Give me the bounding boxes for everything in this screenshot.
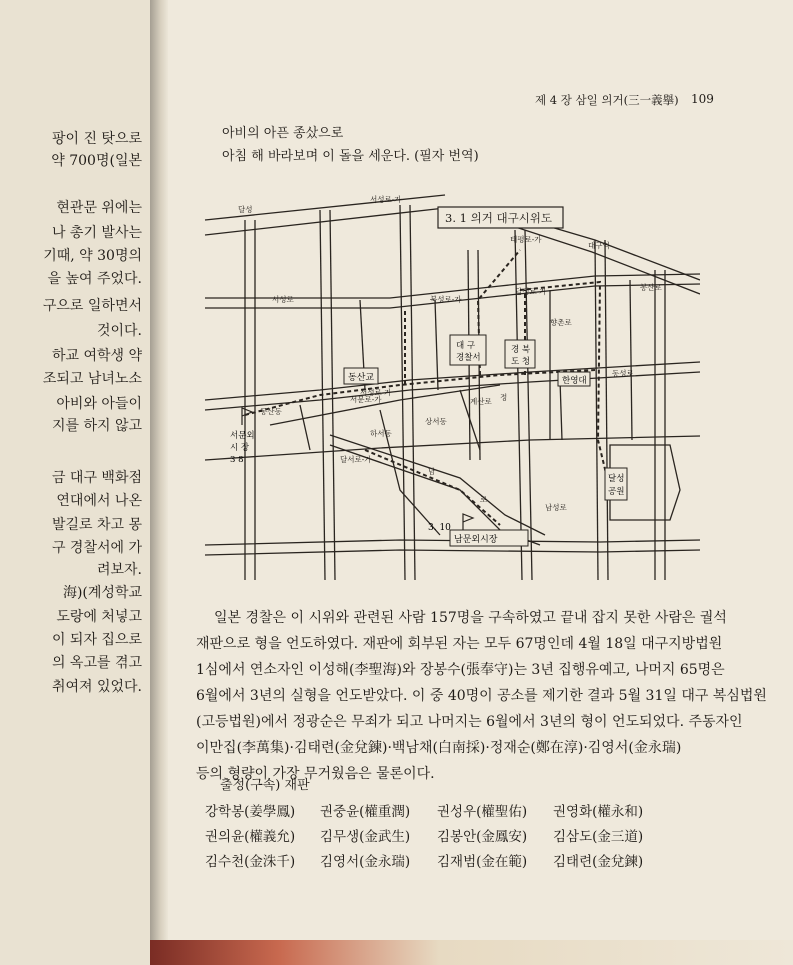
defendant-name: 김영서(金永瑞) <box>320 854 411 870</box>
left-page-line: 의 옥고를 겪고 <box>51 655 142 671</box>
body-line: 등의 형량이 가장 무거웠음은 물론이다. <box>196 766 435 782</box>
left-page-line: 도랑에 처넣고 <box>56 609 142 625</box>
label-hyangchon: 향촌로 <box>550 318 572 327</box>
left-page-line: 이 되자 집으로 <box>51 632 142 648</box>
defendant-name: 김봉안(金鳳安) <box>437 829 528 845</box>
flag-icon <box>242 408 252 425</box>
defendant-name: 김무생(金武生) <box>320 829 411 845</box>
label-gyesan: 계산로 <box>470 397 492 406</box>
label-police-1: 대 구 <box>456 341 476 351</box>
defendant-name: 김수천(金洙千) <box>205 854 296 870</box>
label-provincial-office-1: 경 북 <box>511 345 531 355</box>
label-taepyeong: 태평로-가 <box>510 235 542 244</box>
body-line: 일본 경찰은 이 시위와 관련된 사람 157명을 구속하였고 끝내 잡지 못한 사람은 궐석 <box>214 610 727 626</box>
book-gutter <box>150 0 168 965</box>
body-line: 이만집(李萬集)·김태련(金兌鍊)·백남채(白南採)·정재순(鄭在淳)·김영서(金永瑞) <box>196 740 682 756</box>
label-hanyeongdae: 한영대 <box>562 376 587 386</box>
running-header: 제 4 장 삼일 의거(三一義擧) <box>535 93 679 107</box>
defendant-name: 권중윤(權重潤) <box>320 804 411 820</box>
left-page-line: 약 700명(일본 <box>51 153 142 169</box>
label-nammun-market: 남문외시장 <box>454 535 498 545</box>
poem-line-2: 아침 해 바라보며 이 돌을 세운다. (필자 번역) <box>222 149 479 164</box>
label-haseodong: 하서동 <box>370 429 392 438</box>
list-title: 출정(구속) 재판 <box>220 778 310 793</box>
label-police-2: 경찰서 <box>456 353 481 363</box>
label-dalseo-ro: 달서로-가 <box>340 455 372 464</box>
label-date-310: 3. 10 <box>428 523 451 533</box>
left-page-line: 海)(계성학교 <box>62 585 142 601</box>
label-dongsan-bridge: 동산교 <box>348 373 375 383</box>
defendant-name: 강학봉(姜學鳳) <box>205 804 296 820</box>
defendant-name: 권의윤(權義允) <box>205 829 296 845</box>
label-nam: 남 <box>428 467 436 476</box>
label-bongsan: 봉산로 <box>640 283 662 292</box>
left-page-line: 하교 여학생 약 <box>51 348 142 364</box>
defendant-name: 김재범(金在範) <box>437 854 528 870</box>
left-page-line: 발길로 차고 몽 <box>51 517 142 533</box>
label-bukseong: 북성로-가 <box>430 295 462 304</box>
left-page-line: 취여져 있었다. <box>51 679 142 695</box>
label-namseong: 남성로 <box>545 503 567 512</box>
defendant-name: 권성우(權聖佑) <box>437 804 528 820</box>
body-line: 1심에서 연소자인 이성해(李聖海)와 장봉수(張奉守)는 3년 집행유예고, 나머지 65명은 <box>196 662 725 678</box>
label-dalseong: 달성 <box>238 205 253 214</box>
page-edge <box>150 940 793 965</box>
defendant-name: 권영화(權永和) <box>553 804 644 820</box>
left-page-line: 것이다. <box>96 323 142 339</box>
label-seomun-market-2: 시 장 <box>230 443 250 453</box>
label-seomunro: 서문로-가 <box>350 395 382 404</box>
left-page-line: 아비와 아들이 <box>56 396 142 412</box>
left-page-line: 조되고 남녀노소 <box>42 371 142 387</box>
left-page-line: 을 높여 주었다. <box>47 271 142 287</box>
flag-icon <box>463 514 473 530</box>
label-dalseong-park-2: 공원 <box>608 487 625 497</box>
label-jeong: 정 <box>500 393 508 402</box>
label-provincial-office-2: 도 청 <box>511 357 531 367</box>
label-ro: 로 <box>480 495 488 504</box>
poem-line-1: 아비의 아픈 종샀으로 <box>222 126 344 141</box>
label-seoseong-1: 서성로-가 <box>370 195 402 204</box>
label-seomun-market-1: 서문외 <box>230 431 255 441</box>
left-page-line: 연대에서 나온 <box>56 493 142 509</box>
label-seoseong-2: 서성로-가 <box>360 388 392 397</box>
body-line: (고등법원)에서 정광순은 무죄가 되고 나머지는 6월에서 3년의 형이 언도되었다. 주동자인 <box>196 714 743 730</box>
label-daegu-station: 대구역 <box>588 241 610 250</box>
left-page-line: 려보자. <box>96 562 142 578</box>
label-dalseong-no: 달성로-가 <box>515 287 547 296</box>
label-dalseong-park-1: 달성 <box>608 474 625 484</box>
daegu-demonstration-map <box>200 190 700 580</box>
left-page-line: 팡이 진 탓으로 <box>51 131 142 147</box>
left-page <box>0 0 150 965</box>
left-page-line: 현관문 위에는 <box>56 200 142 216</box>
left-page-line: 기때, 약 30명의 <box>43 248 142 264</box>
defendant-name: 김삼도(金三道) <box>553 829 644 845</box>
left-page-line: 구 경찰서에 가 <box>51 540 142 556</box>
left-page-line: 지를 하지 않고 <box>51 418 142 434</box>
label-seomun-market-3: 3 8 <box>230 455 244 465</box>
body-line: 재판으로 형을 언도하였다. 재판에 회부된 자는 모두 67명인데 4월 18일 대구지방법원 <box>196 636 723 652</box>
map-title: 3. 1 의거 대구시위도 <box>445 211 553 225</box>
label-dongseong: 동성로 <box>612 369 634 378</box>
label-seosong: 서성로 <box>272 295 294 304</box>
page-number: 109 <box>691 92 714 106</box>
defendant-name: 김태련(金兌鍊) <box>553 854 644 870</box>
left-page-line: 나 총기 발사는 <box>51 225 142 241</box>
left-page-line: 금 대구 백화점 <box>51 470 142 486</box>
left-page-line: 구으로 일하면서 <box>42 298 142 314</box>
body-line: 6월에서 3년의 실형을 언도받았다. 이 중 40명이 공소를 제기한 결과 5월 31일 대구 복심법원 <box>196 688 767 704</box>
label-sangseodong: 상서동 <box>425 417 447 426</box>
label-dongsandong: 동산동 <box>260 407 282 416</box>
